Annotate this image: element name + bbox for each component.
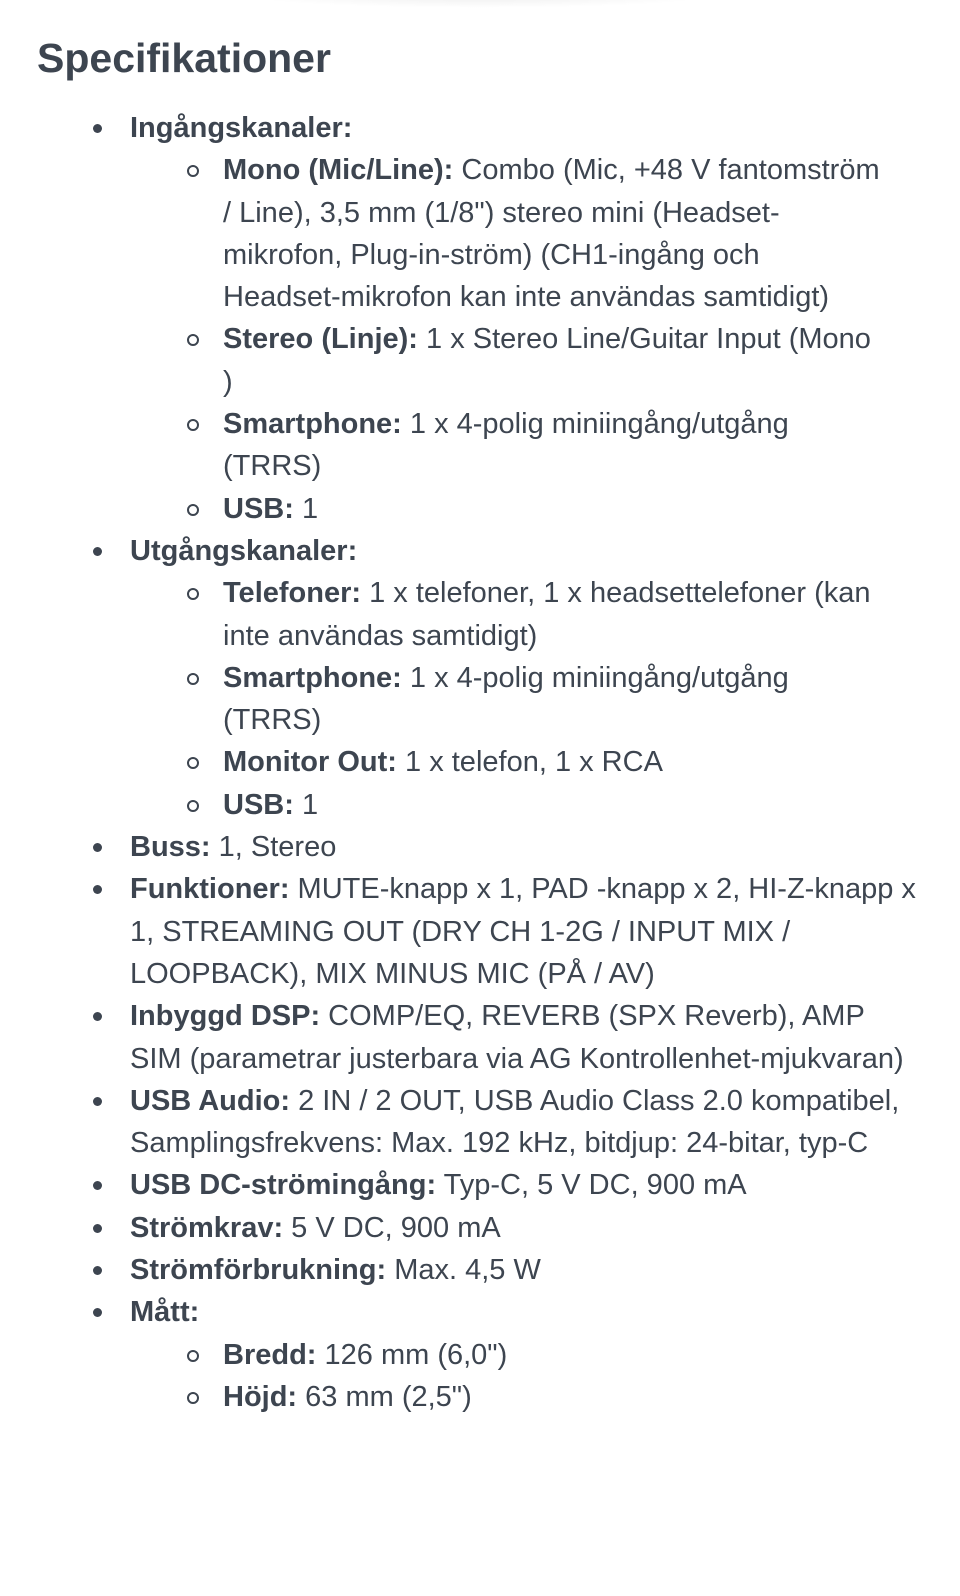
spec-item-usb-audio (0, 1080, 960, 1165)
spec-value: 5 V DC, 900 mA (283, 1211, 501, 1244)
spec-subvalue: 126 mm (6,0") (316, 1338, 508, 1371)
spec-label: USB DC-strömingång: (130, 1169, 437, 1202)
spec-subvalue: 1 x telefon, 1 x RCA (396, 746, 663, 779)
spec-subvalue: 1 (293, 788, 319, 821)
spec-subvalue: Combo (Mic, +48 V fantomström / Line), 3,5 mm (1/8") stereo mini (Headset-mikrofon, Plug-in-ström) (CH1-ingång och Headset-mikrofon kan inte användas samtidigt) (223, 154, 880, 314)
spec-sublist (130, 572, 920, 826)
spec-value: 1, Stereo (210, 831, 337, 864)
spec-sublabel: Monitor Out: (223, 746, 397, 779)
spec-item-usb-dc-input (0, 1164, 960, 1206)
spec-item-bus (0, 826, 960, 868)
spec-item-power-consumption (0, 1249, 960, 1291)
spec-sublabel: Mono (Mic/Line): (223, 154, 454, 187)
spec-sublabel: Smartphone: (223, 661, 402, 694)
spec-value: Max. 4,5 W (386, 1254, 541, 1287)
spec-subitem-monitor-out (0, 741, 920, 783)
spec-item-output-channels (0, 530, 960, 826)
spec-label: Strömkrav: (130, 1211, 284, 1244)
spec-list (0, 107, 960, 1418)
spec-label: Mått: (130, 1296, 200, 1329)
spec-subitem-usb (0, 488, 920, 530)
spec-value: 2 IN / 2 OUT, USB Audio Class 2.0 kompatibel, Samplingsfrekvens: Max. 192 kHz, bitdjup: 24-bitar, typ-C (130, 1084, 900, 1160)
spec-sublabel: Telefoner: (223, 577, 362, 610)
spec-sublabel: Höjd: (223, 1380, 298, 1413)
header-shadow (240, 0, 720, 8)
spec-sublabel: USB: (223, 492, 294, 525)
page-title: Specifikationer (37, 35, 331, 81)
spec-subvalue: 63 mm (2,5") (297, 1380, 472, 1413)
spec-subitem-stereo (0, 318, 920, 403)
spec-subitem-phones (0, 572, 920, 657)
spec-label: Utgångskanaler: (130, 534, 358, 567)
spec-label: USB Audio: (130, 1084, 291, 1117)
spec-label: Inbyggd DSP: (130, 1000, 321, 1033)
spec-value: MUTE-knapp x 1, PAD -knapp x 2, HI-Z-knapp x 1, STREAMING OUT (DRY CH 1-2G / INPUT MIX / LOOPBACK), MIX MINUS MIC (PÅ / AV) (130, 873, 916, 990)
spec-sublabel: Bredd: (223, 1338, 317, 1371)
spec-subvalue: 1 x telefoner, 1 x headsettelefoner (kan inte användas samtidigt) (223, 577, 871, 652)
spec-subitem-width (0, 1334, 920, 1376)
spec-subvalue: 1 x 4-polig miniingång/utgång (TRRS) (223, 661, 789, 737)
spec-subitem-smartphone (0, 657, 920, 742)
spec-sublist (130, 149, 920, 530)
spec-subitem-mono (0, 149, 920, 318)
spec-value: COMP/EQ, REVERB (SPX Reverb), AMP SIM (parametrar justerbara via AG Kontrollenhet-mjukvaran) (130, 1000, 904, 1075)
spec-sublist (130, 1334, 920, 1419)
spec-subitem-usb (0, 784, 920, 826)
spec-item-dsp (0, 995, 960, 1080)
spec-item-dimensions (0, 1291, 960, 1418)
spec-subvalue: 1 x Stereo Line/Guitar Input (Mono ) (223, 323, 871, 398)
spec-label: Buss: (130, 831, 211, 864)
spec-subitem-smartphone (0, 403, 920, 488)
spec-label: Ingångskanaler: (130, 112, 353, 144)
spec-subitem-height (0, 1376, 920, 1418)
spec-subvalue: 1 x 4-polig miniingång/utgång (TRRS) (223, 408, 789, 483)
spec-sublabel: Smartphone: (223, 408, 402, 441)
spec-item-input-channels (0, 107, 960, 530)
spec-sublabel: Stereo (Linje): (223, 323, 418, 356)
spec-subvalue: 1 (293, 492, 319, 525)
spec-label: Strömförbrukning: (130, 1254, 387, 1287)
spec-item-power-requirements (0, 1207, 960, 1249)
spec-item-functions (0, 868, 960, 995)
spec-sublabel: USB: (223, 788, 294, 821)
spec-value: Typ-C, 5 V DC, 900 mA (436, 1169, 747, 1202)
spec-label: Funktioner: (130, 873, 290, 906)
